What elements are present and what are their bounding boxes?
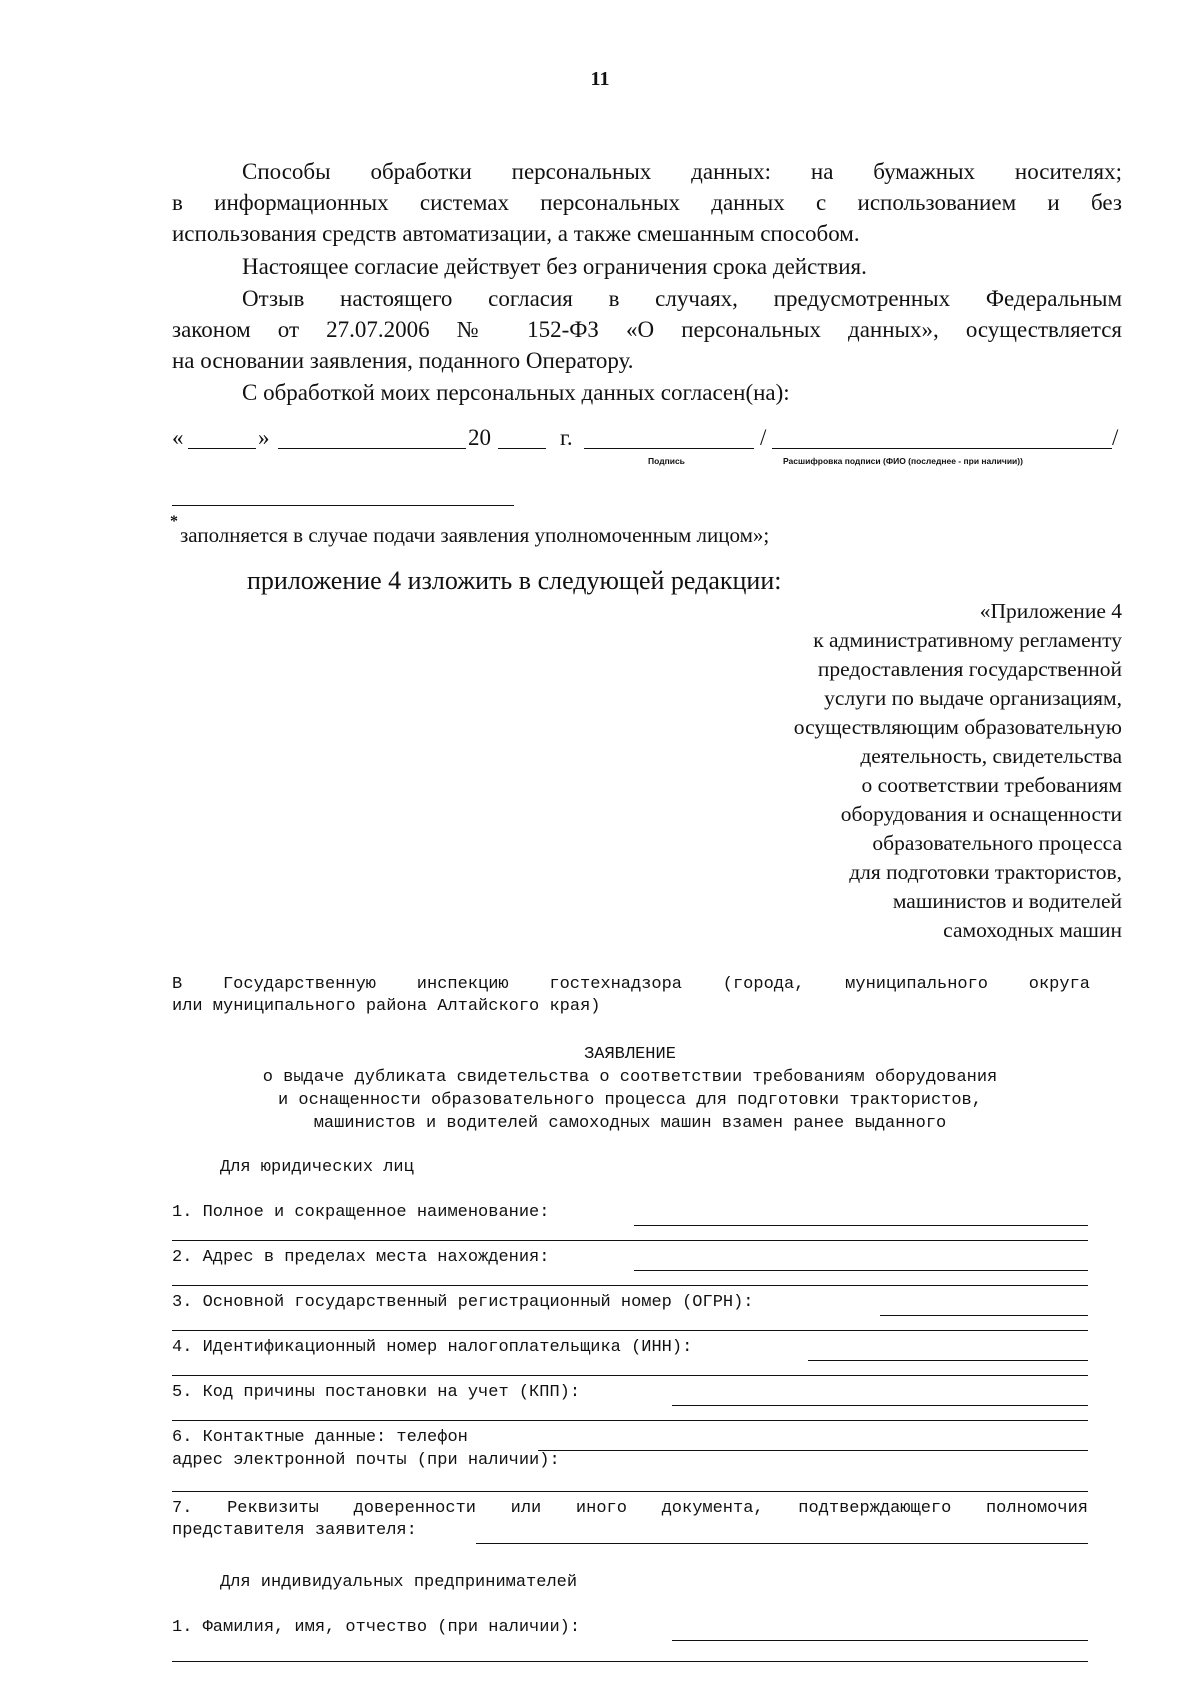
appendix-line: о соответствии требованиям [861, 773, 1122, 797]
appendix-line: для подготовки трактористов, [849, 860, 1122, 884]
appendix-line: оборудования и оснащенности [840, 802, 1122, 826]
validity-paragraph: Настоящее согласие действует без ограничения срока действия. [242, 254, 867, 279]
year-prefix: 20 [468, 425, 491, 450]
continuation-line[interactable] [172, 1285, 1088, 1286]
inn-input[interactable] [808, 1359, 1088, 1361]
processing-methods-paragraph [172, 156, 1122, 249]
slash: / [1112, 425, 1119, 450]
signature-caption: Подпись [648, 456, 685, 466]
field-label: 3. Основной государственный регистрационный номер (ОГРН): [172, 1293, 754, 1312]
statement-subtitle-line: машинистов и водителей самоходных машин взамен ранее выданного [313, 1114, 947, 1133]
addressee [172, 974, 1090, 1018]
continuation-line[interactable] [172, 1420, 1088, 1421]
appendix-line: машинистов и водителей [892, 889, 1122, 913]
paragraph-line: использования средств автоматизации, а также смешанным способом. [172, 221, 860, 246]
statement-subtitle [0, 1066, 1200, 1135]
open-quote: « [172, 425, 184, 450]
field-label: 4. Идентификационный номер налогоплательщика (ИНН): [172, 1338, 693, 1357]
close-quote: » [258, 425, 270, 450]
footnote-text: заполняется в случае подачи заявления уполномоченным лицом»; [180, 523, 770, 547]
appendix-line: «Приложение 4 [979, 599, 1122, 623]
day-blank[interactable] [188, 424, 256, 449]
address-field [172, 1248, 1088, 1267]
field-label: 2. Адрес в пределах места нахождения: [172, 1248, 550, 1267]
appendix-header [660, 597, 1122, 945]
name-decoding-blank[interactable] [772, 424, 1112, 449]
field-label: представителя заявителя: [172, 1521, 417, 1540]
page-number: 11 [590, 68, 610, 90]
consent-paragraph: С обработкой моих персональных данных согласен(на): [242, 380, 790, 405]
appendix-line: образовательного процесса [872, 831, 1122, 855]
email-field [172, 1451, 1088, 1470]
year-suffix: г. [560, 425, 573, 450]
kpp-field [172, 1383, 1088, 1402]
continuation-line[interactable] [172, 1661, 1088, 1662]
paragraph-line: на основании заявления, поданного Оператору. [172, 348, 634, 373]
appendix-line: услуги по выдаче организациям, [824, 686, 1122, 710]
power-of-attorney-input[interactable] [476, 1542, 1088, 1544]
inn-field [172, 1338, 1088, 1357]
appendix-line: предоставления государственной [817, 657, 1122, 681]
ogrn-input[interactable] [880, 1314, 1088, 1316]
appendix-line: самоходных машин [943, 918, 1122, 942]
appendix-line: деятельность, свидетельства [860, 744, 1122, 768]
statement-subtitle-line: о выдаче дубликата свидетельства о соответствии требованиям оборудования [262, 1068, 998, 1087]
ogrn-field [172, 1293, 1088, 1312]
field-label: адрес электронной почты (при наличии): [172, 1451, 560, 1470]
paragraph-line: Способы обработки персональных данных: на бумажных носителях; [242, 159, 1122, 184]
power-of-attorney-field-2 [172, 1521, 1088, 1540]
slash: / [760, 425, 767, 450]
year-blank[interactable] [498, 424, 546, 449]
fio-input[interactable] [672, 1639, 1088, 1641]
continuation-line[interactable] [172, 1330, 1088, 1331]
field-label: 6. Контактные данные: телефон [172, 1428, 468, 1447]
appendix-line: к административному регламенту [813, 628, 1122, 652]
paragraph-line: Отзыв настоящего согласия в случаях, предусмотренных Федеральным [242, 286, 1122, 311]
continuation-line[interactable] [172, 1375, 1088, 1376]
full-name-input[interactable] [634, 1224, 1088, 1226]
signature-row [172, 422, 1122, 452]
power-of-attorney-field: 7. Реквизиты доверенности или иного документа, подтверждающего полномочия [172, 1499, 1088, 1518]
entrepreneurs-heading: Для индивидуальных предпринимателей [220, 1573, 578, 1592]
statement-title: ЗАЯВЛЕНИЕ [584, 1045, 676, 1064]
phone-field [172, 1428, 1088, 1447]
statement-subtitle-line: и оснащенности образовательного процесса для подготовки трактористов, [278, 1091, 982, 1110]
month-blank[interactable] [278, 424, 466, 449]
paragraph-line: законом от 27.07.2006 № 152-ФЗ «О персональных данных», осуществляется [172, 317, 1122, 342]
field-label: 1. Полное и сокращенное наименование: [172, 1203, 550, 1222]
footnote-rule [172, 505, 514, 506]
full-name-field [172, 1203, 1088, 1222]
amendment-line: приложение 4 изложить в следующей редакции: [247, 566, 782, 595]
paragraph-line: в информационных системах персональных данных с использованием и без [172, 190, 1122, 215]
kpp-input[interactable] [672, 1404, 1088, 1406]
footnote-marker: * [170, 513, 178, 530]
legal-entities-heading: Для юридических лиц [220, 1158, 414, 1177]
addressee-line: В Государственную инспекцию гостехнадзора (города, муниципального округа [172, 975, 1090, 994]
field-label: 1. Фамилия, имя, отчество (при наличии): [172, 1618, 581, 1637]
withdrawal-paragraph [172, 283, 1122, 376]
continuation-line[interactable] [172, 1491, 1088, 1492]
decoding-caption: Расшифровка подписи (ФИО (последнее - при наличии)) [783, 456, 1023, 466]
addressee-line: или муниципального района Алтайского края) [172, 997, 601, 1016]
appendix-line: осуществляющим образовательную [793, 715, 1122, 739]
address-input[interactable] [634, 1269, 1088, 1271]
fio-field [172, 1618, 1088, 1637]
signature-blank[interactable] [584, 424, 754, 449]
field-label: 5. Код причины постановки на учет (КПП): [172, 1383, 581, 1402]
continuation-line[interactable] [172, 1240, 1088, 1241]
